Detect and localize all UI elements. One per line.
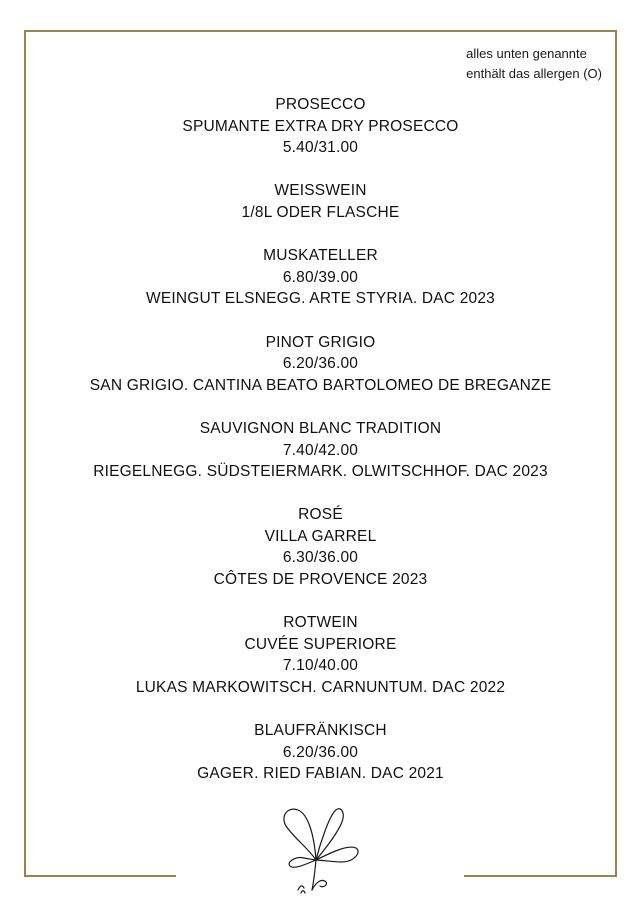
wine-name: SAUVIGNON BLANC TRADITION: [199, 419, 442, 437]
wine-name: PINOT GRIGIO: [265, 333, 376, 351]
wine-price: 6.80/39.00: [282, 268, 359, 286]
wine-producer: LUKAS MARKOWITSCH. CARNUNTUM. DAC 2022: [135, 679, 506, 697]
wine-price: 6.20/36.00: [282, 355, 359, 373]
allergen-note: [466, 44, 602, 84]
wine-name: CUVÉE SUPERIORE: [244, 635, 397, 653]
wine-producer: WEINGUT ELSNEGG. ARTE STYRIA. DAC 2023: [146, 290, 495, 308]
wine-price: 5.40/31.00: [282, 139, 359, 157]
wine-name: SPUMANTE EXTRA DRY PROSECCO: [182, 117, 459, 135]
wine-name: BLAUFRÄNKISCH: [254, 722, 387, 740]
section-title: PROSECCO: [275, 96, 366, 113]
menu-section-blaufraenkisch: [26, 720, 615, 785]
wine-price: 6.20/36.00: [282, 743, 359, 761]
menu-section-sauvignon-blanc: [26, 418, 615, 483]
wine-producer: CÔTES DE PROVENCE 2023: [213, 571, 428, 589]
allergen-note-line: enthält das allergen (O): [466, 66, 602, 81]
menu-section-muskateller: [26, 245, 615, 310]
wine-name: VILLA GARREL: [264, 527, 377, 545]
wine-price: 6.30/36.00: [282, 549, 359, 567]
frame-bottom-right-border: [464, 875, 617, 877]
wine-price: 7.40/42.00: [282, 441, 359, 459]
allergen-note-line: alles unten genannte: [466, 46, 587, 61]
frame-top-border: [24, 30, 617, 32]
wine-producer: GAGER. RIED FABIAN. DAC 2021: [197, 765, 444, 783]
section-title: ROTWEIN: [283, 614, 358, 632]
menu-section-rotwein: [26, 612, 615, 698]
frame-bottom-left-border: [24, 875, 176, 877]
frame-right-border: [615, 30, 617, 877]
wine-menu: [26, 94, 615, 807]
butterfly-logo-icon: [268, 798, 368, 898]
section-title: ROSÉ: [298, 506, 343, 524]
wine-producer: RIEGELNEGG. SÜDSTEIERMARK. OLWITSCHHOF. DAC 2023: [93, 463, 548, 481]
menu-section-pinot-grigio: [26, 332, 615, 397]
wine-producer: SAN GRIGIO. CANTINA BEATO BARTOLOMEO DE BREGANZE: [89, 376, 552, 394]
menu-section-weisswein: [26, 180, 615, 223]
menu-section-prosecco: [26, 94, 615, 159]
wine-price: 7.10/40.00: [282, 657, 359, 675]
section-title: WEISSWEIN: [274, 182, 367, 200]
section-subtitle: 1/8L ODER FLASCHE: [241, 203, 400, 221]
wine-name: MUSKATELLER: [263, 247, 378, 265]
menu-section-rose: [26, 504, 615, 590]
